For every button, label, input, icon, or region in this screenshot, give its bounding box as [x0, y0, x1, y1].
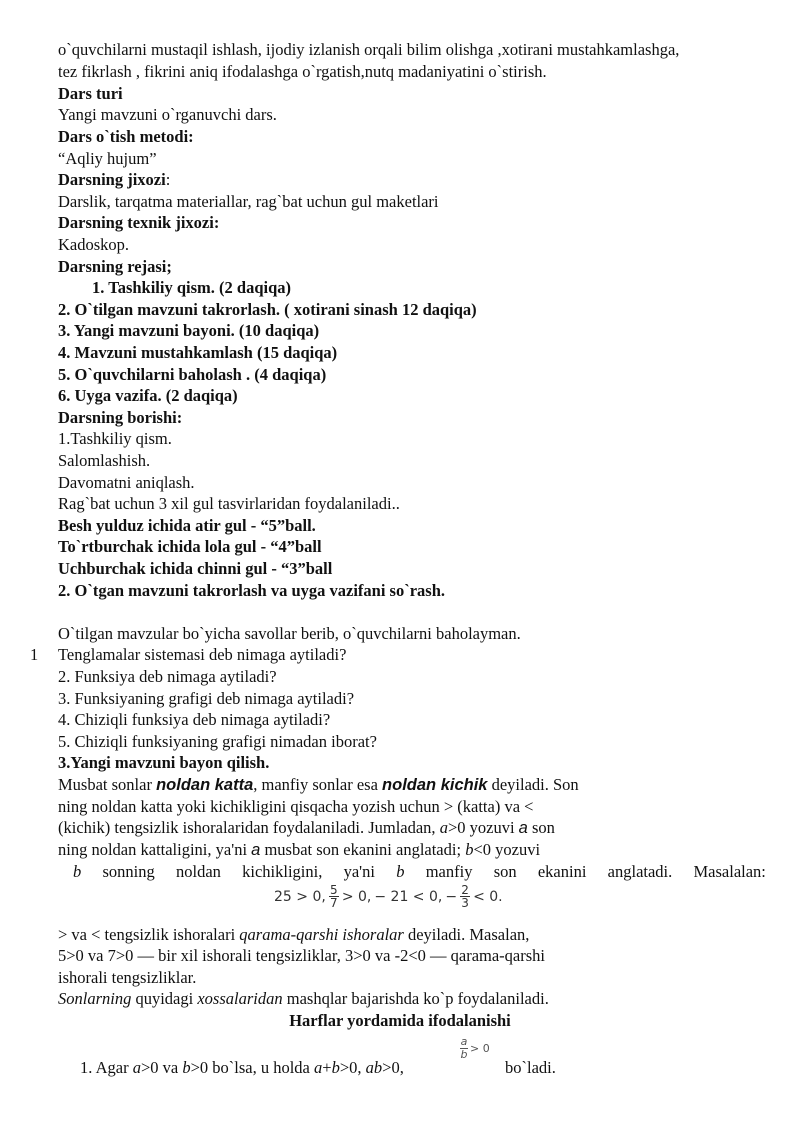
variable-a: a: [132, 1058, 141, 1077]
formula-part: > 0,: [341, 888, 372, 905]
text-run: ning noldan kattaligini, ya'ni: [58, 840, 252, 859]
borishi-line: Rag`bat uchun 3 xil gul tasvirlaridan foydalaniladi..: [58, 494, 400, 513]
variable-b: b: [73, 862, 82, 881]
emphasis-term: noldan kichik: [382, 776, 488, 794]
emphasis-term: noldan katta: [156, 776, 254, 794]
qarama-line-1: [58, 925, 529, 945]
text-run: >0 va: [140, 1058, 183, 1077]
text-run: deyiladi. Son: [487, 775, 579, 794]
text-run: >0 bo`lsa, u holda: [190, 1058, 315, 1077]
reja-item: 4. Mavzuni mustahkamlash (15 daqiqa): [58, 343, 338, 362]
reja-item: 6. Uyga vazifa. (2 daqiqa): [58, 386, 238, 405]
variable-b: b: [465, 840, 474, 859]
metod-text: “Aqliy hujum”: [58, 149, 157, 168]
text-run: 1. Agar: [80, 1058, 133, 1077]
formula-part: − 21 < 0,: [374, 888, 443, 905]
fraction-a-over-b: [460, 1036, 490, 1061]
reja-item: 2. O`tilgan mavzuni takrorlash. ( xotirani sinash 12 daqiqa): [58, 300, 477, 319]
denominator: b: [460, 1048, 468, 1061]
fraction-2-3: [460, 884, 470, 909]
fraction-5-7: [329, 884, 339, 909]
word: noldan: [175, 862, 221, 881]
text-run: mashqlar bajarishda ko`p foydalaniladi.: [282, 989, 549, 1008]
yangi-line-4: [58, 840, 540, 860]
text-run: >0,: [382, 1058, 404, 1077]
numerator: 5: [329, 883, 338, 897]
texnik-heading: Darsning texnik jixozi:: [58, 213, 220, 232]
yangi-line-2: ning noldan katta yoki kichikligini qisqacha yozish uchun > (katta) va <: [58, 797, 534, 816]
variable-b: b: [396, 862, 405, 881]
text-run: (kichik) tengsizlik ishoralaridan foydalaniladi. Jumladan,: [58, 818, 440, 837]
word: ekanini: [537, 862, 587, 881]
reja-item: 5. O`quvchilarni baholash . (4 daqiqa): [58, 365, 327, 384]
borishi-line: Davomatni aniqlash.: [58, 473, 195, 492]
borishi-line: 1.Tashkiliy qism.: [58, 429, 172, 448]
yangi-line-3: [58, 818, 555, 838]
variable-a: a: [251, 841, 261, 859]
formula-part: < 0.: [473, 888, 503, 905]
text-run: musbat son ekanini anglatadi;: [260, 840, 466, 859]
section-3-heading: 3.Yangi mavzuni bayon qilish.: [58, 753, 270, 772]
question: 5. Chiziqli funksiyaning grafigi nimadan iborat?: [58, 732, 377, 751]
word: Masalalan:: [693, 862, 766, 881]
word: manfiy: [425, 862, 473, 881]
text-run: deyiladi. Masalan,: [403, 925, 530, 944]
jixoz-colon: :: [165, 170, 171, 189]
dars-turi-text: Yangi mavzuni o`rganuvchi dars.: [58, 105, 277, 124]
agar-line: [80, 1058, 404, 1078]
word: sonning: [102, 862, 155, 881]
question-1-number: 1: [30, 645, 39, 664]
jixoz-heading-line: [58, 170, 170, 190]
relation: > 0: [470, 1042, 490, 1055]
reward-line: Besh yulduz ichida atir gul - “5”ball.: [58, 516, 316, 535]
question: 4. Chiziqli funksiya deb nimaga aytiladi?: [58, 710, 331, 729]
questions-intro: O`tilgan mavzular bo`yicha savollar berib, o`quvchilarni baholayman.: [58, 624, 521, 643]
denominator: 3: [461, 896, 469, 910]
example-formula: [274, 884, 503, 909]
variable-a: a: [439, 818, 448, 837]
question: 3. Funksiyaning grafigi deb nimaga aytiladi?: [58, 689, 355, 708]
variable-ab: ab: [365, 1058, 383, 1077]
qarama-line-3: ishorali tengsizliklar.: [58, 968, 197, 987]
jixoz-heading: Darsning jixozi: [58, 170, 166, 189]
borishi-heading: Darsning borishi:: [58, 408, 183, 427]
reja-item: 3. Yangi mavzuni bayoni. (10 daqiqa): [58, 321, 320, 340]
text-run: +: [322, 1058, 332, 1077]
formula-part: −: [445, 888, 458, 905]
variable-b: b: [182, 1058, 191, 1077]
fraction: [460, 1036, 468, 1061]
variable-a: a: [518, 819, 528, 837]
reward-line: Uchburchak ichida chinni gul - “3”ball: [58, 559, 333, 578]
emphasis-term: Sonlarning: [58, 989, 132, 1008]
numerator: a: [460, 1035, 468, 1048]
word: anglatadi.: [607, 862, 673, 881]
word: ya'ni: [343, 862, 375, 881]
reja-item: 1. Tashkiliy qism. (2 daqiqa): [92, 278, 291, 297]
word: son: [493, 862, 517, 881]
text-run: <0 yozuvi: [473, 840, 541, 859]
qarama-line-4: [58, 989, 549, 1009]
text-run: > va < tengsizlik ishoralari: [58, 925, 240, 944]
section-2-heading: 2. O`tgan mavzuni takrorlash va uyga vazifani so`rash.: [58, 581, 446, 600]
intro-line-1: o`quvchilarni mustaqil ishlash, ijodiy izlanish orqali bilim olishga ,xotirani mustahkamlashga,: [58, 40, 680, 59]
text-run: , manfiy sonlar esa: [253, 775, 383, 794]
emphasis-term: qarama-qarshi ishoralar: [239, 925, 404, 944]
word: kichikligini,: [242, 862, 323, 881]
borishi-line: Salomlashish.: [58, 451, 151, 470]
metod-heading: Dars o`tish metodi:: [58, 127, 194, 146]
question: 2. Funksiya deb nimaga aytiladi?: [58, 667, 277, 686]
texnik-text: Kadoskop.: [58, 235, 130, 254]
question-1: Tenglamalar sistemasi deb nimaga aytiladi?: [58, 645, 347, 664]
text-run: son: [527, 818, 555, 837]
agar-end: bo`ladi.: [505, 1058, 556, 1077]
intro-line-2: tez fikrlash , fikrini aniq ifodalashga o`rgatish,nutq madaniyatini o`stirish.: [58, 62, 547, 81]
text-run: >0,: [339, 1058, 366, 1077]
dars-turi-heading: Dars turi: [58, 84, 123, 103]
denominator: 7: [329, 896, 338, 910]
yangi-line-5: [58, 862, 766, 882]
text-run: >0 yozuvi: [447, 818, 519, 837]
yangi-line-1: [58, 775, 579, 795]
text-run: quyidagi: [131, 989, 198, 1008]
variable-a: a: [314, 1058, 323, 1077]
emphasis-term: xossalaridan: [197, 989, 283, 1008]
harflar-heading: Harflar yordamida ifodalanishi: [289, 1011, 511, 1030]
reja-heading: Darsning rejasi;: [58, 257, 172, 276]
variable-b: b: [331, 1058, 340, 1077]
reward-line: To`rtburchak ichida lola gul - “4”ball: [58, 537, 322, 556]
text-run: Musbat sonlar: [58, 775, 157, 794]
qarama-line-2: 5>0 va 7>0 — bir xil ishorali tengsizliklar, 3>0 va -2<0 — qarama-qarshi: [58, 946, 545, 965]
numerator: 2: [461, 883, 469, 897]
jixoz-text: Darslik, tarqatma materiallar, rag`bat uchun gul maketlari: [58, 192, 439, 211]
formula-part: 25 > 0,: [274, 888, 326, 905]
